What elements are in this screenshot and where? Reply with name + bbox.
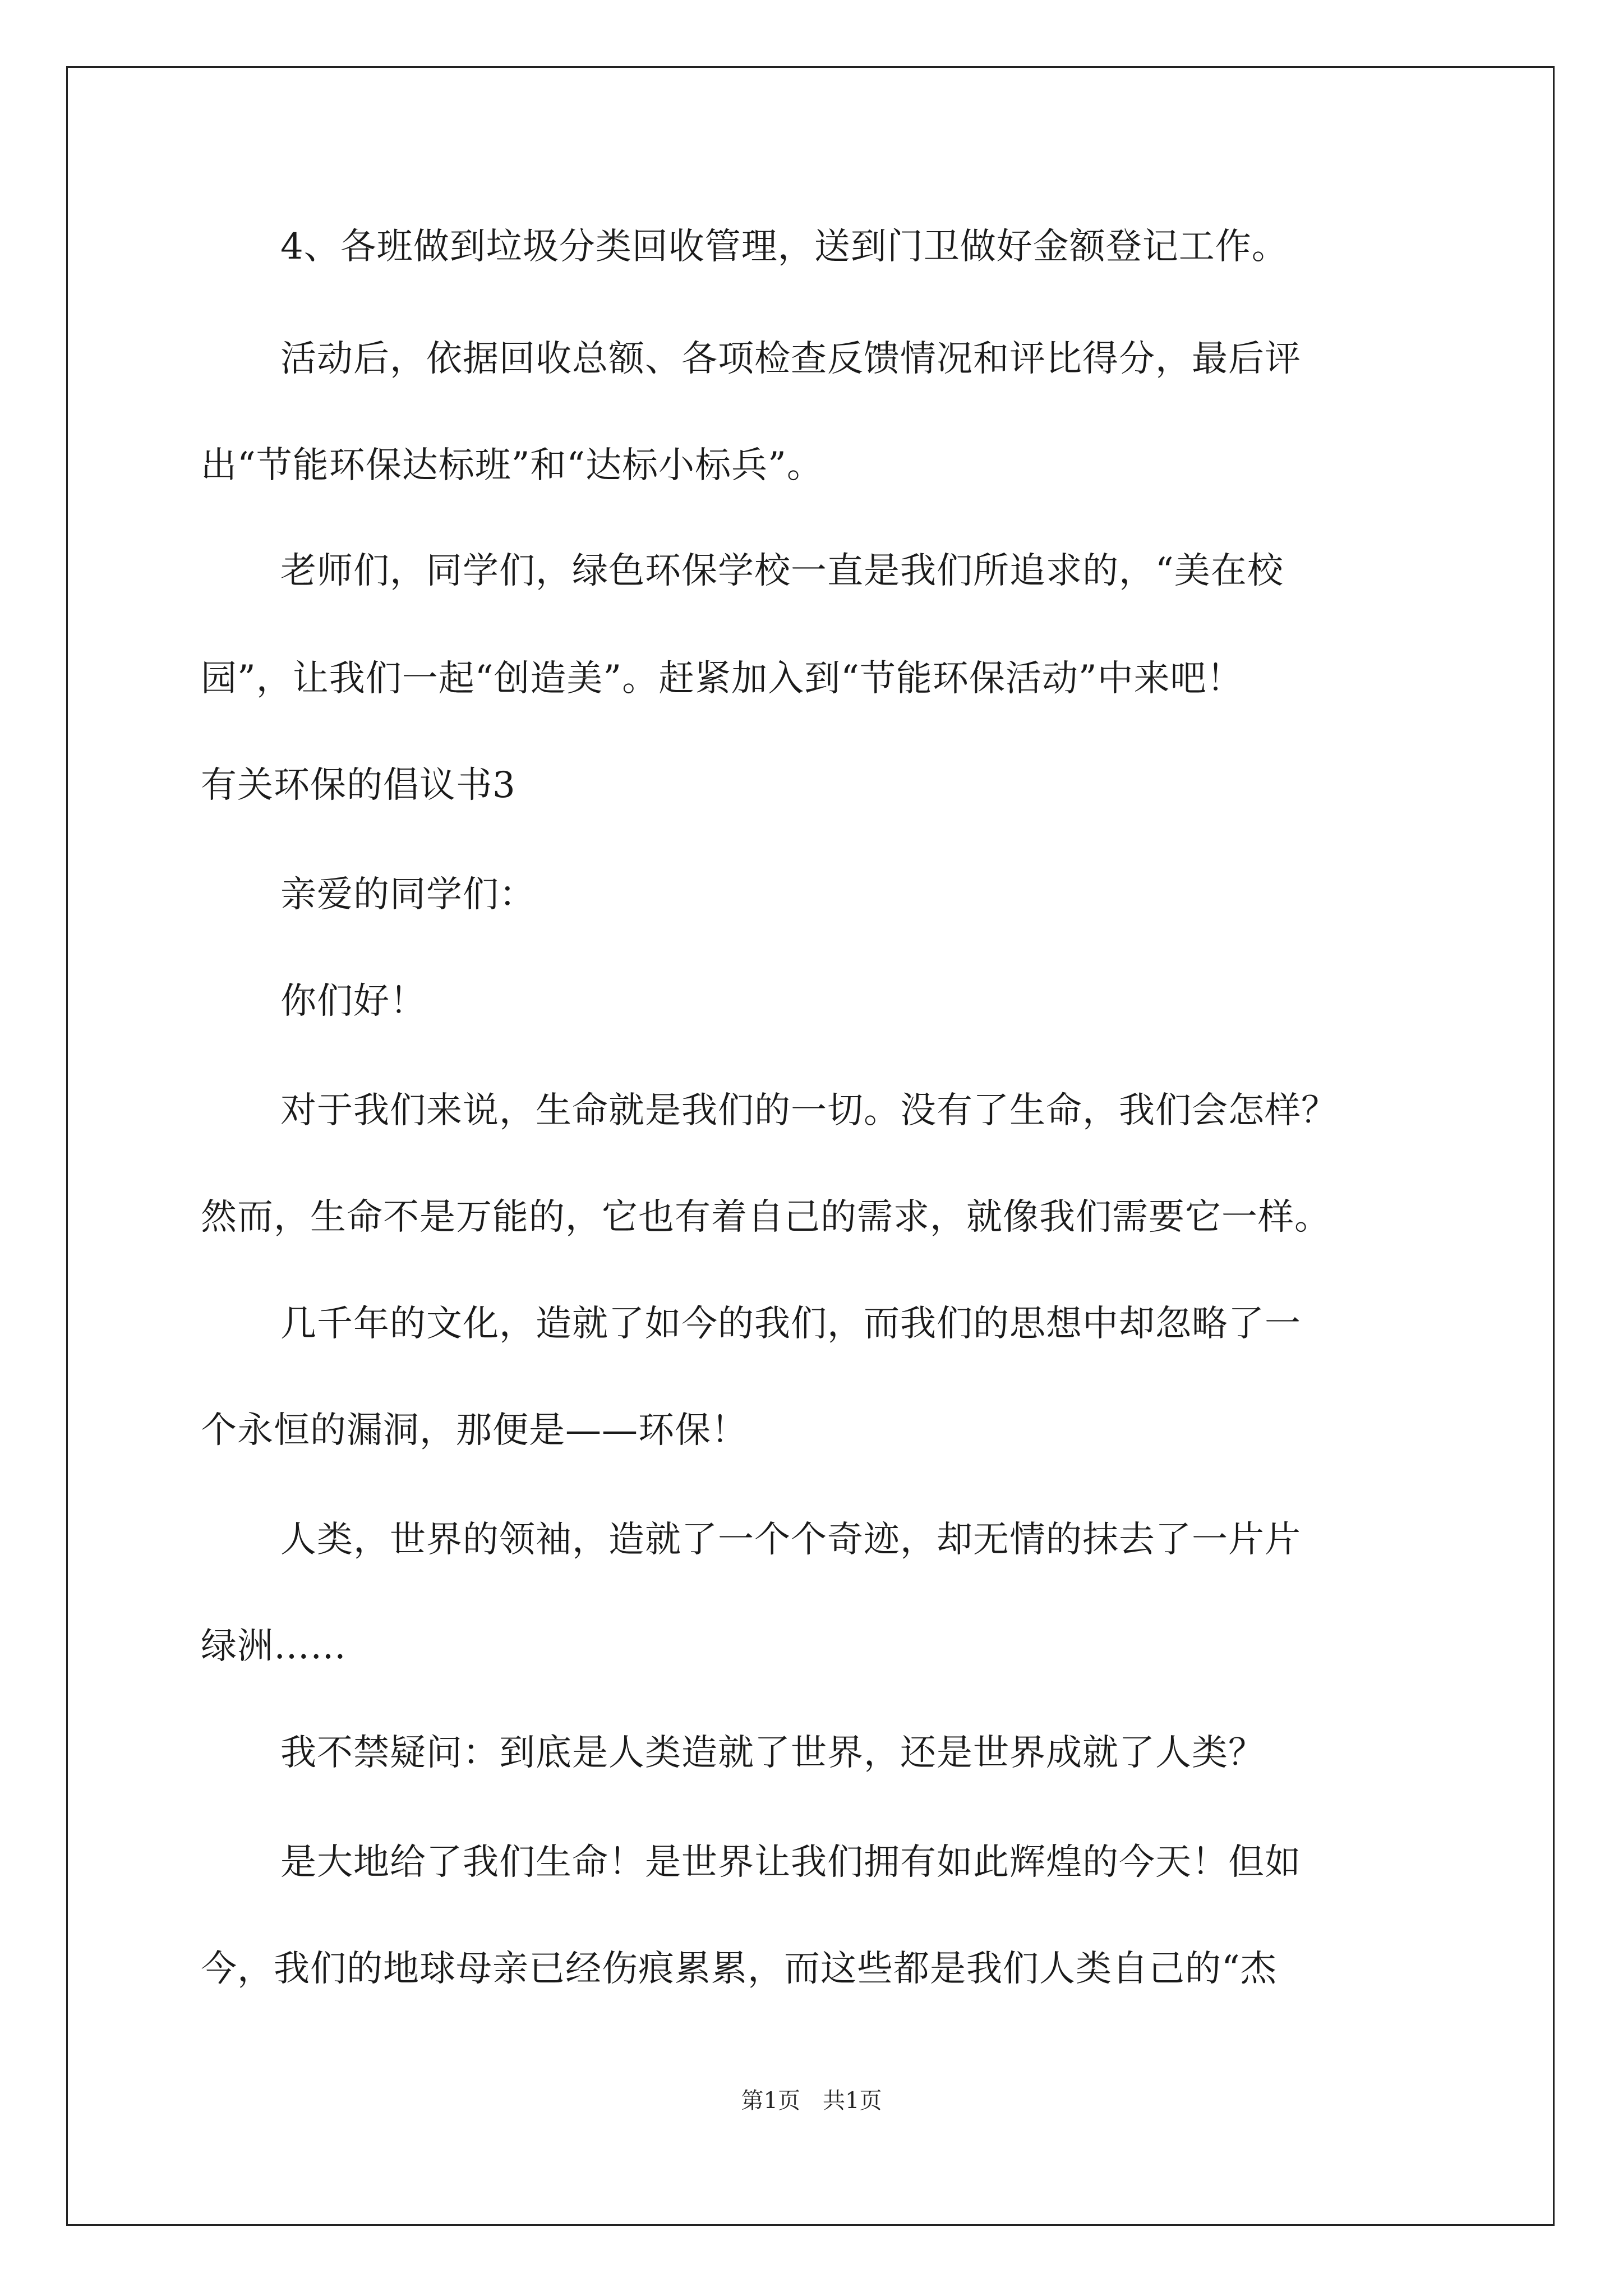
- paragraph-line: 今，我们的地球母亲已经伤痕累累，而这些都是我们人类自己的“杰: [201, 1948, 1277, 1990]
- paragraph-line: 园”，让我们一起“创造美”。赶紧加入到“节能环保活动”中来吧！: [201, 658, 1243, 700]
- paragraph-line: 出“节能环保达标班”和“达标小标兵”。: [201, 445, 823, 486]
- paragraph-line: 绿洲……: [201, 1626, 347, 1667]
- paragraph-line: 然而，生命不是万能的，它也有着自己的需求，就像我们需要它一样。: [201, 1197, 1331, 1238]
- paragraph-line: 4、各班做到垃圾分类回收管理，送到门卫做好金额登记工作。: [280, 226, 1288, 268]
- salutation: 亲爱的同学们：: [280, 874, 536, 915]
- paragraph-line: 我不禁疑问：到底是人类造就了世界，还是世界成就了人类？: [280, 1732, 1265, 1774]
- page-number-footer: 第1页 共1页: [741, 2088, 882, 2114]
- paragraph-line: 个永恒的漏洞，那便是——环保！: [201, 1410, 748, 1451]
- greeting: 你们好！: [280, 981, 426, 1022]
- paragraph-line: 老师们，同学们，绿色环保学校一直是我们所追求的，“美在校: [280, 550, 1284, 592]
- paragraph-line: 是大地给了我们生命！是世界让我们拥有如此辉煌的今天！但如: [280, 1842, 1301, 1883]
- page-border: [66, 66, 1555, 2226]
- section-title: 有关环保的倡议书3: [201, 765, 516, 806]
- paragraph-line: 人类，世界的领袖，造就了一个个奇迹，却无情的抹去了一片片: [280, 1519, 1301, 1561]
- paragraph-line: 对于我们来说，生命就是我们的一切。没有了生命，我们会怎样？: [280, 1090, 1338, 1131]
- paragraph-line: 几千年的文化，造就了如今的我们，而我们的思想中却忽略了一: [280, 1303, 1301, 1345]
- paragraph-line: 活动后，依据回收总额、各项检查反馈情况和评比得分，最后评: [280, 338, 1301, 380]
